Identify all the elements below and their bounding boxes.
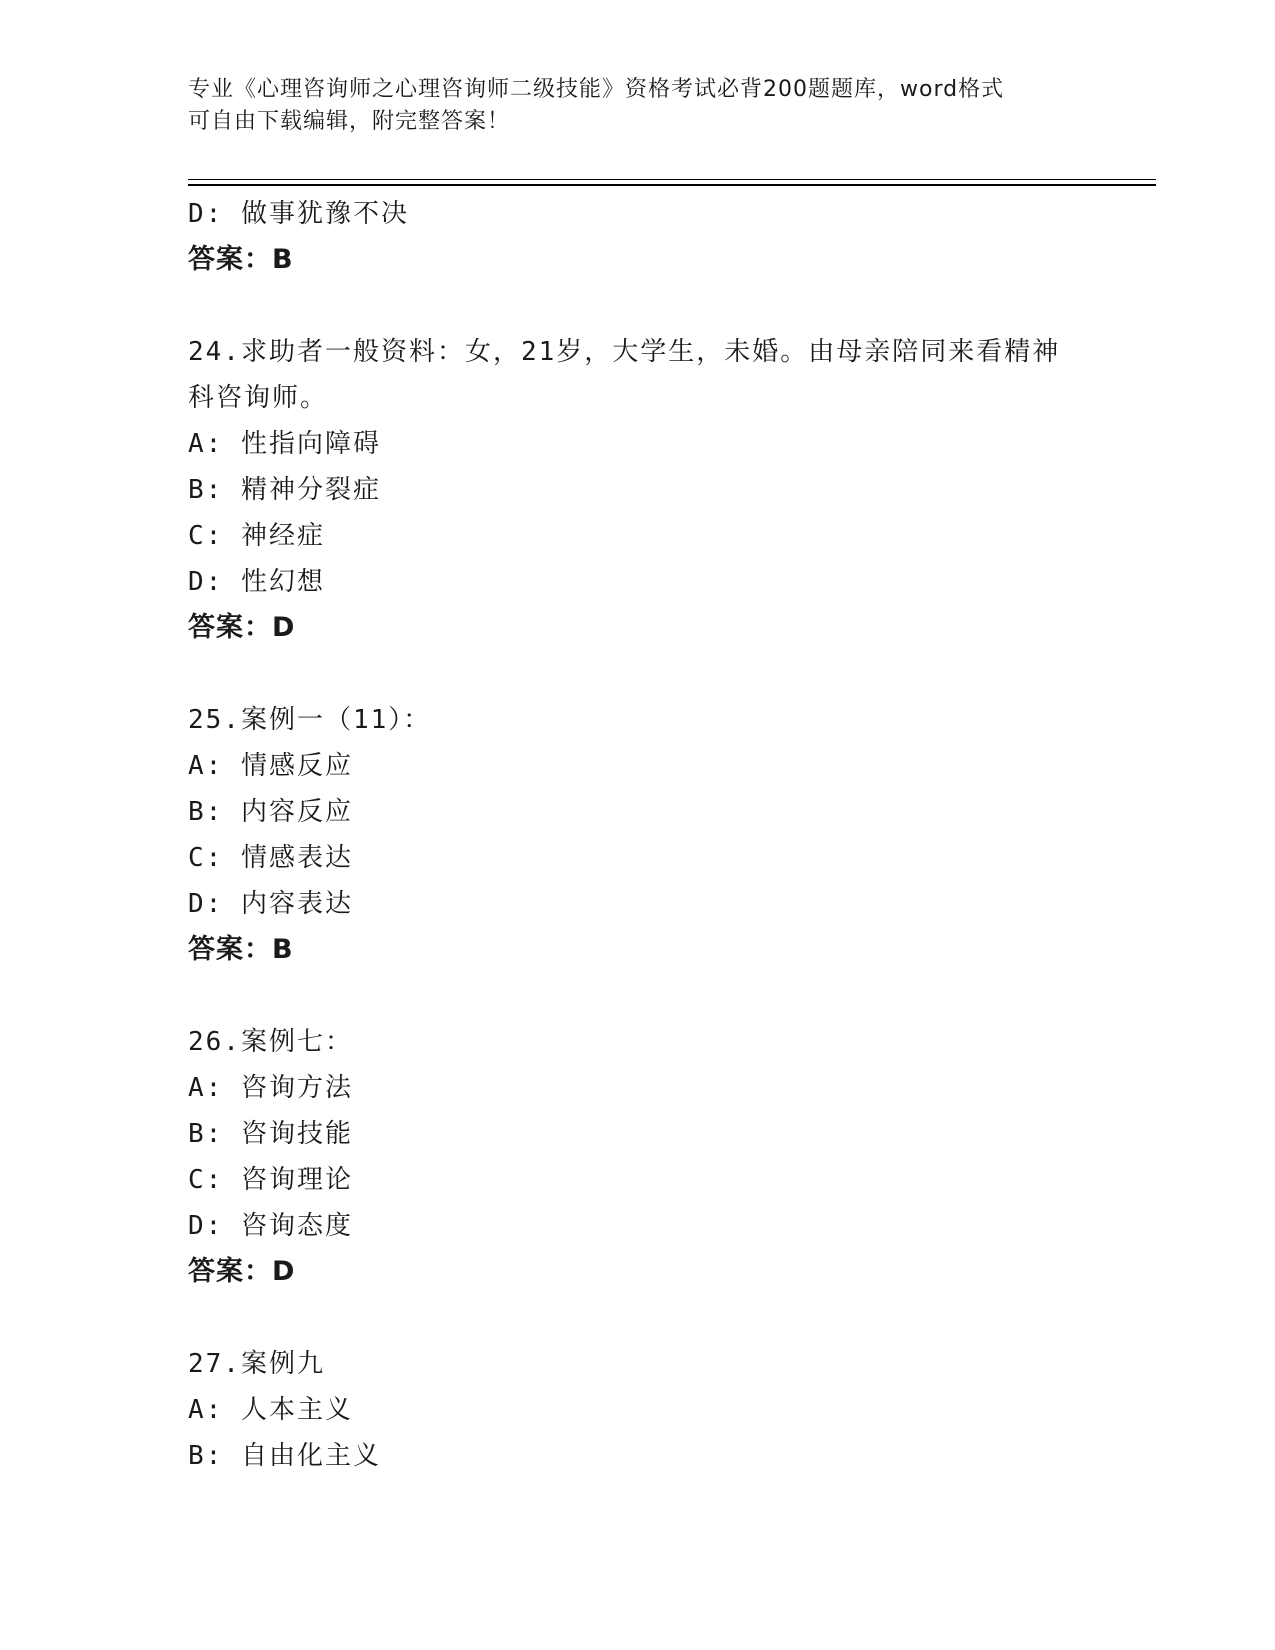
question-27 bbox=[188, 1341, 1138, 1479]
spacer bbox=[188, 283, 1138, 329]
answer-line: 答案：B bbox=[188, 934, 294, 965]
question-stem: 25.案例一（11）： bbox=[188, 705, 432, 735]
answer-line: 答案：B bbox=[188, 244, 294, 275]
question-stem: 24.求助者一般资料：女，21岁，大学生，未婚。由母亲陪同来看精神 bbox=[188, 337, 1061, 367]
question-stem: 27.案例九 bbox=[188, 1349, 325, 1379]
header-divider-thick bbox=[188, 184, 1156, 186]
spacer bbox=[188, 1295, 1138, 1341]
question-25 bbox=[188, 697, 1138, 973]
option-a: A: 情感反应 bbox=[188, 751, 353, 781]
option-a: A: 人本主义 bbox=[188, 1395, 353, 1425]
spacer bbox=[188, 651, 1138, 697]
option-c: C: 咨询理论 bbox=[188, 1165, 353, 1195]
option-b: B: 内容反应 bbox=[188, 797, 353, 827]
option-a: A: 咨询方法 bbox=[188, 1073, 353, 1103]
option-b: B: 精神分裂症 bbox=[188, 475, 381, 505]
option-d: D: 性幻想 bbox=[188, 567, 325, 597]
header-divider-thin bbox=[188, 179, 1156, 180]
option-d: D: 咨询态度 bbox=[188, 1211, 353, 1241]
option-c: C: 情感表达 bbox=[188, 843, 353, 873]
question-stem-continued: 科咨询师。 bbox=[188, 383, 329, 413]
option-d: D: 做事犹豫不决 bbox=[188, 199, 409, 229]
question-26 bbox=[188, 1019, 1138, 1295]
option-d: D: 内容表达 bbox=[188, 889, 353, 919]
spacer bbox=[188, 973, 1138, 1019]
option-b: B: 咨询技能 bbox=[188, 1119, 353, 1149]
option-b: B: 自由化主义 bbox=[188, 1441, 381, 1471]
document-header bbox=[188, 74, 1068, 138]
option-a: A: 性指向障碍 bbox=[188, 429, 381, 459]
question-24 bbox=[188, 329, 1138, 651]
header-title-line-2: 可自由下载编辑，附完整答案！ bbox=[188, 109, 511, 134]
option-c: C: 神经症 bbox=[188, 521, 325, 551]
header-title-line-1: 专业《心理咨询师之心理咨询师二级技能》资格考试必背200题题库，word格式 bbox=[188, 77, 1005, 102]
question-list bbox=[188, 191, 1138, 1479]
answer-line: 答案：D bbox=[188, 612, 296, 643]
question-23-tail bbox=[188, 191, 1138, 283]
question-stem: 26.案例七： bbox=[188, 1027, 353, 1057]
answer-line: 答案：D bbox=[188, 1256, 296, 1287]
